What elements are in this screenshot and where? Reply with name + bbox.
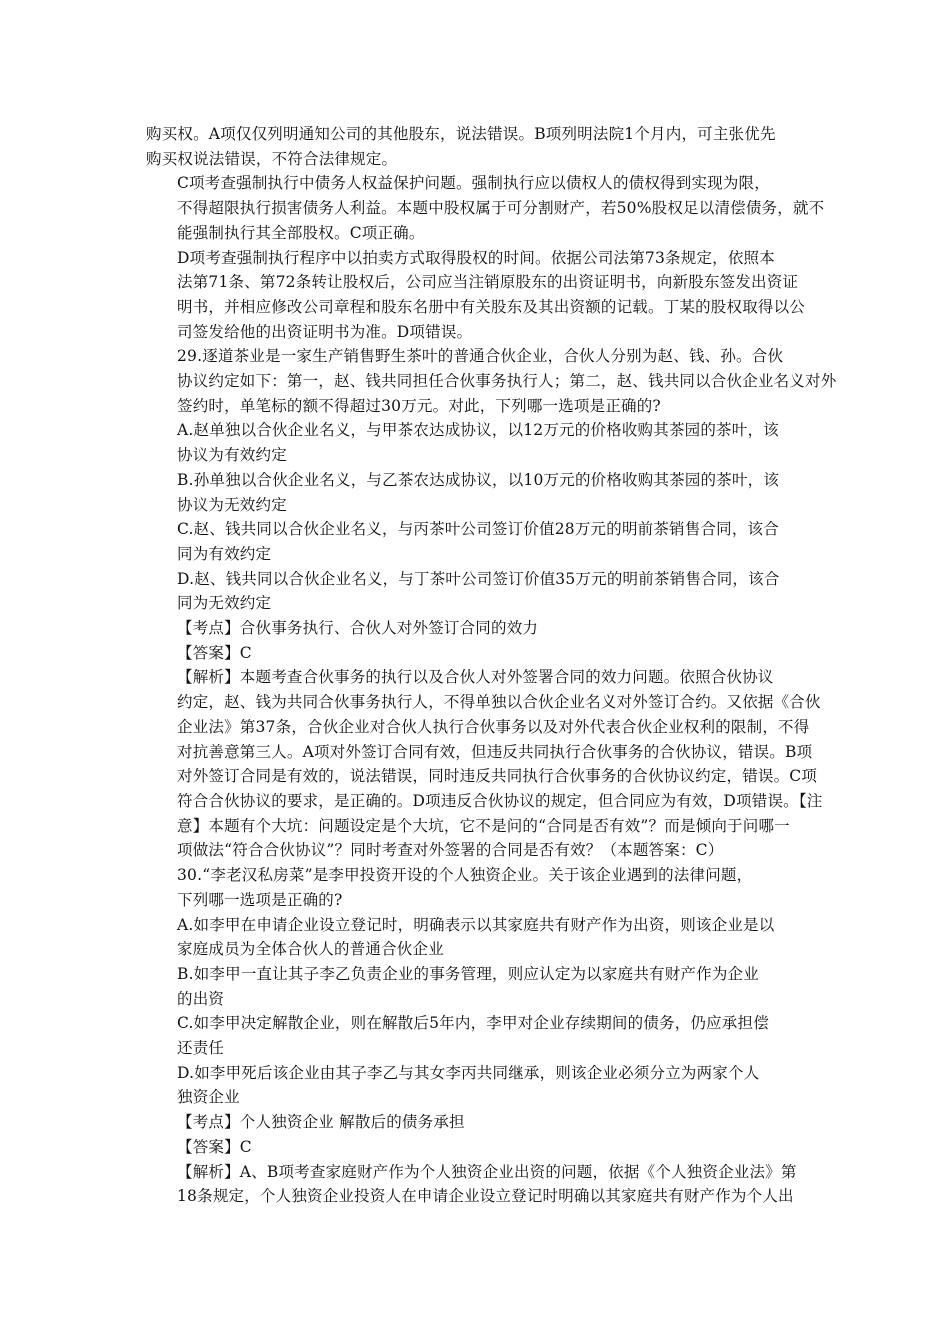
paragraph bbox=[146, 863, 814, 912]
text-line: 家庭成员为全体合伙人的普通合伙企业 bbox=[177, 940, 444, 959]
text-line: 意】本题有个大坑：问题设定是个大坑，它不是问的“合同是否有效”？而是倾向于问哪一 bbox=[177, 816, 790, 835]
text-line: 同为无效约定 bbox=[177, 594, 272, 613]
text-line: 符合合伙协议的要求，是正确的。D项违反合伙协议的规定，但合同应为有效，D项错误。【注 bbox=[177, 791, 823, 810]
paragraph bbox=[146, 641, 814, 666]
text-line: D.赵、钱共同以合伙企业名义，与丁茶叶公司签订价值35万元的明前茶销售合同，该合 bbox=[177, 569, 780, 588]
text-line: 明书，并相应修改公司章程和股东名册中有关股东及其出资额的记载。丁某的股权取得以公 bbox=[177, 297, 806, 316]
text-line: C.如李甲决定解散企业，则在解散后5年内，李甲对企业存续期间的债务，仍应承担偿 bbox=[177, 1014, 769, 1033]
text-line: C.赵、钱共同以合伙企业名义，与丙茶叶公司签订价值28万元的明前茶销售合同，该合 bbox=[177, 520, 779, 539]
text-line: 协议为有效约定 bbox=[177, 446, 287, 465]
text-line: 约定，赵、钱为共同合伙事务执行人，不得单独以合伙企业名义对外签订合约。又依据《合伙 bbox=[177, 693, 821, 712]
paragraph bbox=[146, 567, 814, 616]
paragraph bbox=[146, 1061, 814, 1110]
text-line: A.赵单独以合伙企业名义，与甲茶农达成协议，以12万元的价格收购其茶园的茶叶，该 bbox=[177, 421, 779, 440]
text-line: B.孙单独以合伙企业名义，与乙茶农达成协议，以10万元的价格收购其茶园的茶叶，该 bbox=[177, 470, 780, 489]
text-line: 购买权说法错误，不符合法律规定。 bbox=[146, 149, 398, 168]
text-line: D项考查强制执行程序中以拍卖方式取得股权的时间。依据公司法第73条规定，依照本 bbox=[177, 248, 775, 267]
paragraph bbox=[146, 962, 814, 1011]
paragraph bbox=[146, 1110, 814, 1135]
text-line: 对外签订合同是有效的，说法错误，同时违反共同执行合伙事务的合伙协议约定，错误。C项 bbox=[177, 767, 818, 786]
paragraph bbox=[146, 344, 837, 418]
text-line: 【答案】C bbox=[177, 643, 252, 662]
text-line: 【考点】个人独资企业 解散后的债务承担 bbox=[177, 1113, 465, 1132]
paragraph bbox=[146, 246, 814, 345]
text-line: 购买权。A项仅仅列明通知公司的其他股东，说法错误。B项列明法院1个月内，可主张优先 bbox=[146, 125, 776, 143]
paragraph bbox=[146, 1160, 814, 1209]
text-line: 项做法“符合合伙协议”？同时考查对外签署的合同是否有效？（本题答案：C） bbox=[177, 841, 724, 860]
text-line: 独资企业 bbox=[177, 1088, 240, 1107]
text-line: 同为有效约定 bbox=[177, 544, 272, 563]
paragraph bbox=[146, 517, 814, 566]
text-line: 【解析】A、B项考查家庭财产作为个人独资企业出资的问题，依据《个人独资企业法》第 bbox=[177, 1162, 797, 1181]
text-line: D.如李甲死后该企业由其子李乙与其女李丙共同继承，则该企业必须分立为两家个人 bbox=[177, 1063, 760, 1082]
text-line: 能强制执行其全部股权。C项正确。 bbox=[177, 223, 425, 242]
text-line: 协议约定如下：第一，赵、钱共同担任合伙事务执行人；第二，赵、钱共同以合伙企业名义对外 bbox=[177, 372, 837, 391]
paragraph bbox=[146, 616, 814, 641]
text-line: 不得超限执行损害债务人利益。本题中股权属于可分割财产，若50%股权足以清偿债务，就不 bbox=[177, 199, 825, 218]
paragraph bbox=[146, 1135, 814, 1160]
text-line: A.如李甲在申请企业设立登记时，明确表示以其家庭共有财产作为出资，则该企业是以 bbox=[177, 915, 775, 934]
paragraph bbox=[146, 122, 814, 171]
paragraph bbox=[146, 913, 814, 962]
paragraph bbox=[146, 171, 825, 245]
text-line: 还责任 bbox=[177, 1039, 225, 1058]
text-line: 对抗善意第三人。A项对外签订合同有效，但违反共同执行合伙事务的合伙协议，错误。B项 bbox=[177, 742, 813, 761]
text-line: 30.“李老汉私房菜”是李甲投资开设的个人独资企业。关于该企业遇到的法律问题， bbox=[177, 866, 753, 885]
text-line: 【考点】合伙事务执行、合伙人对外签订合同的效力 bbox=[177, 619, 539, 638]
text-line: 【答案】C bbox=[177, 1137, 252, 1156]
paragraph bbox=[146, 418, 814, 467]
text-line: 下列哪一选项是正确的? bbox=[177, 890, 343, 909]
text-line: C项考查强制执行中债务人权益保护问题。强制执行应以债权人的债权得到实现为限， bbox=[177, 174, 770, 193]
text-line: 司签发给他的出资证明书为准。D项错误。 bbox=[177, 322, 473, 341]
text-line: 29.逐道茶业是一家生产销售野生茶叶的普通合伙企业，合伙人分别为赵、钱、孙。合伙 bbox=[177, 347, 784, 366]
text-line: 【解析】本题考查合伙事务的执行以及合伙人对外签署合同的效力问题。依照合伙协议 bbox=[177, 668, 774, 687]
text-line: 法第71条、第72条转让股权后，公司应当注销原股东的出资证明书，向新股东签发出资证 bbox=[177, 273, 799, 292]
text-line: 的出资 bbox=[177, 989, 225, 1008]
paragraph bbox=[146, 1011, 814, 1060]
text-line: 签约时，单笔标的额不得超过30万元。对此，下列哪一选项是正确的? bbox=[177, 396, 661, 415]
text-line: 协议为无效约定 bbox=[177, 495, 287, 514]
paragraph bbox=[146, 665, 823, 863]
paragraph bbox=[146, 468, 814, 517]
text-line: 企业法》第37条，合伙企业对合伙人执行合伙事务以及对外代表合伙企业权利的限制，不得 bbox=[177, 717, 810, 736]
text-line: B.如李甲一直让其子李乙负责企业的事务管理，则应认定为以家庭共有财产作为企业 bbox=[177, 964, 759, 983]
text-line: 18条规定，个人独资企业投资人在申请企业设立登记时明确以其家庭共有财产作为个人出 bbox=[177, 1187, 794, 1206]
